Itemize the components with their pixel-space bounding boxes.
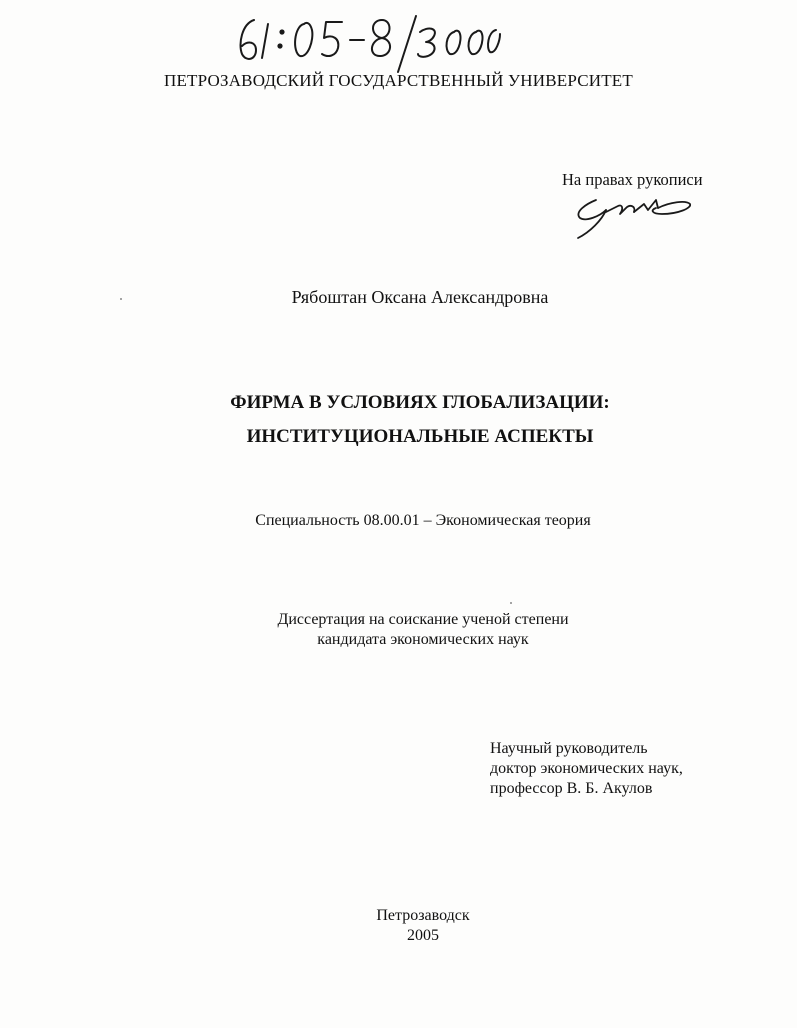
author-name: Рябоштан Оксана Александровна	[291, 287, 549, 307]
city: Петрозаводск	[376, 907, 470, 924]
city-year	[0, 906, 797, 946]
handwritten-code-icon	[232, 10, 502, 78]
degree-line-2: кандидата экономических наук	[317, 631, 529, 648]
title-line-1: ФИРМА В УСЛОВИЯХ ГЛОБАЛИЗАЦИИ:	[230, 392, 610, 413]
degree-line-1: Диссертация на соискание ученой степени	[277, 611, 569, 628]
specialty: Специальность 08.00.01 – Экономическая теория	[255, 512, 591, 529]
rights-notice: На правах рукописи	[562, 170, 703, 189]
supervisor-line-3: профессор В. Б. Акулов	[490, 780, 653, 797]
signature-icon	[566, 190, 696, 242]
scan-speck	[120, 298, 122, 300]
scan-speck	[510, 602, 512, 604]
supervisor-line-1: Научный руководитель	[490, 740, 648, 757]
dissertation-title	[0, 386, 797, 454]
degree-statement	[0, 610, 797, 650]
supervisor-block	[490, 739, 683, 799]
supervisor-line-2: доктор экономических наук,	[490, 760, 683, 777]
handwritten-catalog-code	[232, 10, 502, 78]
title-line-2: ИНСТИТУЦИОНАЛЬНЫЕ АСПЕКТЫ	[246, 426, 594, 447]
year: 2005	[407, 927, 439, 944]
signature	[566, 190, 696, 242]
university-name: ПЕТРОЗАВОДСКИЙ ГОСУДАРСТВЕННЫЙ УНИВЕРСИТЕТ	[164, 71, 633, 90]
